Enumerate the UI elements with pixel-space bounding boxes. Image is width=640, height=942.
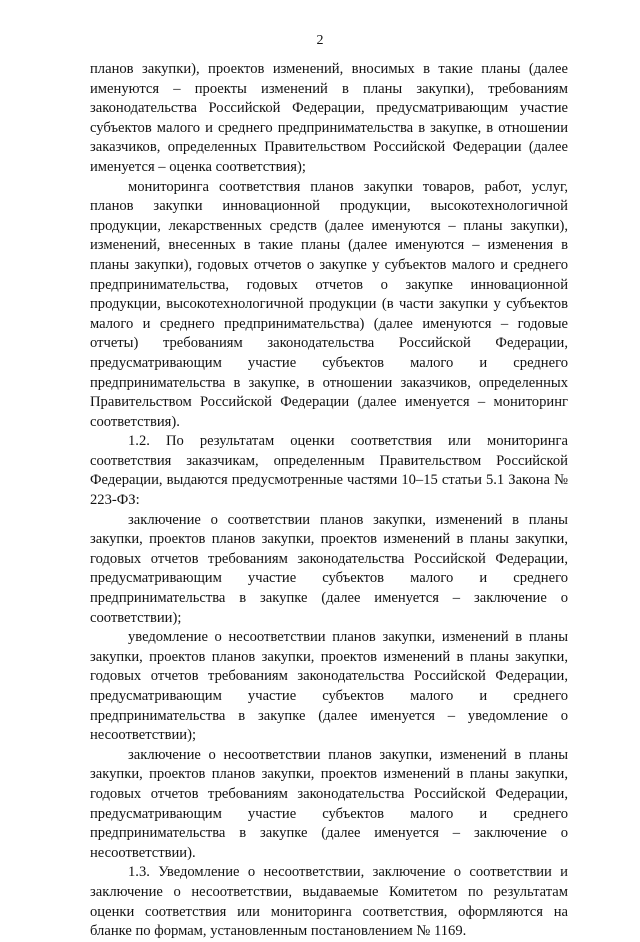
document-body <box>90 60 568 942</box>
paragraph-continuation: планов закупки), проектов изменений, вносимых в такие планы (далее именуются – проекты изменений в планы закупки), требованиям законодательства Российской Федерации, предусматривающим участие субъектов малого и среднего предпринимательства в закупке, в отношении заказчиков, определенных Правительством Российской Федерации (далее именуется – оценка соответствия); <box>90 61 568 175</box>
page-number: 2 <box>316 33 324 48</box>
paragraph-notice-noncompliance: уведомление о несоответствии планов закупки, изменений в планы закупки, проектов планов закупки, проектов изменений в планы закупки, годовых отчетов требованиям законодательства Российской Федерации, предусматривающим участие субъектов малого и среднего предпринимательства в закупке (далее именуется – уведомление о несоответствии); <box>90 629 568 744</box>
paragraph-monitoring: мониторинга соответствия планов закупки товаров, работ, услуг, планов закупки инновационной продукции, высокотехнологичной продукции, лекарственных средств (далее именуются – планы закупки), изменений, внесенных в такие планы (далее именуются – изменения в планы закупки), годовых отчетов о закупке у субъектов малого и среднего предпринимательства, годовых отчетов о закупке инновационной продукции, высокотехнологичной продукции (в части закупки у субъектов малого и среднего предпринимательства) (далее именуются – годовые отчеты) требованиям законодательства Российской Федерации, предусматривающим участие субъектов малого и среднего предпринимательства в закупке, в отношении заказчиков, определенных Правительством Российской Федерации (далее именуется – мониторинг соответствия). <box>90 178 568 430</box>
paragraph-conclusion-compliance: заключение о соответствии планов закупки, изменений в планы закупки, проектов планов закупки, проектов изменений в планы закупки, годовых отчетов требованиям законодательства Российской Федерации, предусматривающим участие субъектов малого и среднего предпринимательства в закупке (далее именуется – заключение о соответствии); <box>90 511 568 626</box>
paragraph-1-3: 1.3. Уведомление о несоответствии, заключение о соответствии и заключение о несоответствии, выдаваемые Комитетом по результатам оценки соответствия или мониторинга соответствия, оформляются на бланке по формам, установленным постановлением № 1169. <box>90 864 568 940</box>
paragraph-conclusion-noncompliance: заключение о несоответствии планов закупки, изменений в планы закупки, проектов планов закупки, проектов изменений в планы закупки, годовых отчетов требованиям законодательства Российской Федерации, предусматривающим участие субъектов малого и среднего предпринимательства в закупке (далее именуется – заключение о несоответствии). <box>90 746 568 861</box>
paragraph-1-2: 1.2. По результатам оценки соответствия или мониторинга соответствия заказчикам, определенным Правительством Российской Федерации, выдаются предусмотренные частями 10–15 статьи 5.1 Закона № 223-ФЗ: <box>90 433 568 509</box>
